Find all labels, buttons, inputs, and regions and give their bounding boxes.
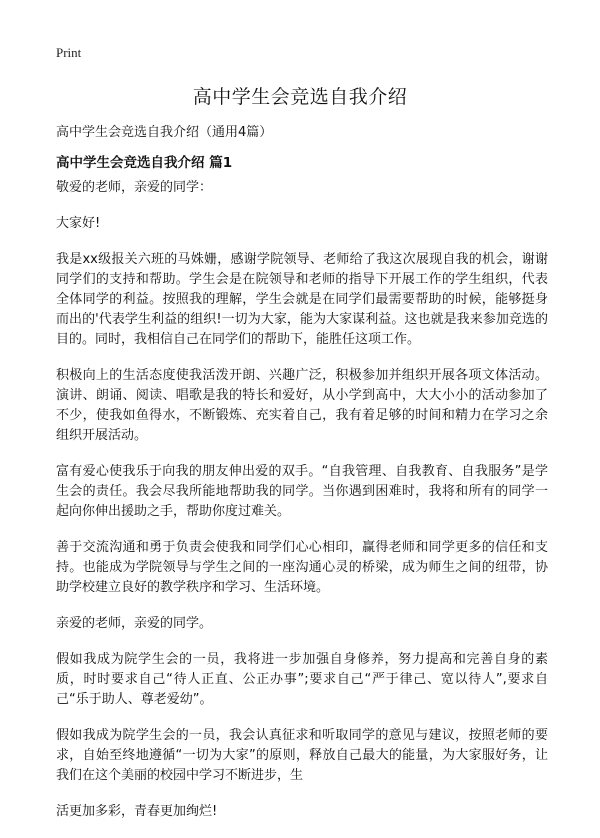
print-link[interactable]: Print [56, 45, 82, 60]
paragraph-promise-1: 假如我成为院学生会的一员，我将进一步加强自身修养，努力提高和完善自身的素质，时时要求自己“待人正直、公正办事”;要求自己“严于律己、宽以待人”,要求自己“乐于助人、尊老爱幼”。 [56, 652, 548, 707]
paragraph-address: 亲爱的老师，亲爱的同学。 [56, 616, 213, 631]
paragraph-attitude: 积极向上的生活态度使我活泼开朗、兴趣广泛，积极参加并组织开展各项文体活动。演讲、朗诵、阅读、唱歌是我的特长和爱好，从小学到高中，大大小小的活动参加了不少，使我如鱼得水，不断锻炼、充实着自己，我有着足够的时间和精力在学习之余组织开展活动。 [56, 368, 548, 443]
page-title: 高中学生会竞选自我介绍 [192, 86, 408, 108]
paragraph-closing: 活更加多彩，青春更加绚烂! [56, 804, 218, 819]
paragraph-intro: 我是xx级报关六班的马姝姗，感谢学院领导、老师给了我这次展现自我的机会，谢谢同学们的支持和帮助。学生会是在院领导和老师的指导下开展工作的学生组织，代表全体同学的利益。按照我的理解，学生会就是在同学们最需要帮助的时候，能够挺身而出的'代表学生利益的组织!一切为大家，能为大家谋利益。这也就是我来参加竞选的目的。同时，我相信自己在同学们的帮助下，能胜任这项工作。 [56, 252, 548, 347]
paragraph-promise-2: 假如我成为院学生会的一员，我会认真征求和听取同学的意见与建议，按照老师的要求，自始至终地遵循“一切为大家”的原则，释放自己最大的能量，为大家服好务，让我们在这个美丽的校园中学习不断进步，生 [56, 728, 548, 783]
document-subtitle: 高中学生会竞选自我介绍（通用4篇） [56, 125, 273, 140]
section-heading: 高中学生会竞选自我介绍 篇1 [56, 155, 233, 171]
document-body [56, 178, 548, 838]
paragraph-greeting: 敬爱的老师，亲爱的同学： [56, 180, 213, 195]
paragraph-hello: 大家好! [56, 216, 101, 231]
paragraph-caring: 富有爱心使我乐于向我的朋友伸出爱的双手。“自我管理、自我教育、自我服务”是学生会的责任。我会尽我所能地帮助我的同学。当你遇到困难时，我将和所有的同学一起向你伸出援助之手，帮助你度过难关。 [56, 464, 548, 519]
paragraph-communication: 善于交流沟通和勇于负责会使我和同学们心心相印，赢得老师和同学更多的信任和支持。也能成为学院领导与学生之间的一座沟通心灵的桥梁，成为师生之间的纽带，协助学校建立良好的教学秩序和学习、生活环境。 [56, 540, 548, 595]
